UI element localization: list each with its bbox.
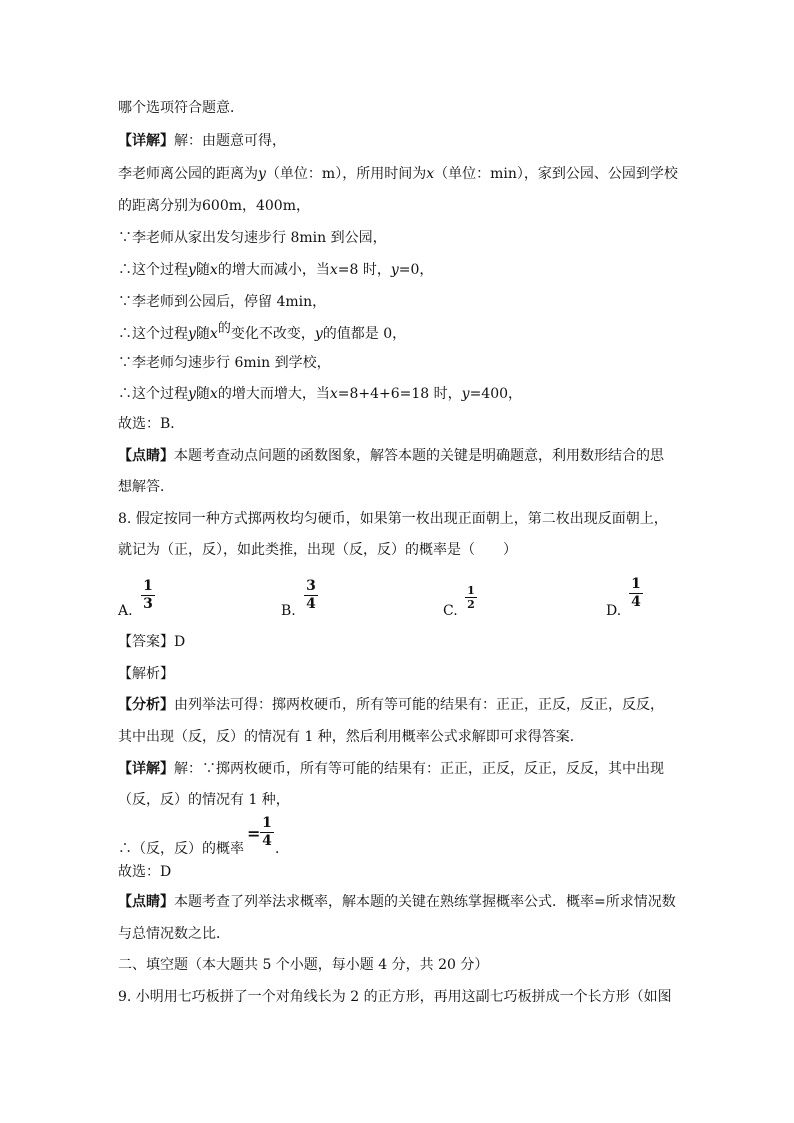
var-x: x (209, 262, 218, 278)
text-span: =8+4+6=18 时， (337, 386, 462, 402)
var-x: x (329, 262, 338, 278)
text-span: =8 时， (337, 262, 391, 278)
probability-line: ∴（反，反）的概率 (118, 841, 244, 857)
text-span: （单位：min），家到公园、公园到学校 (434, 166, 678, 182)
text-line: （反，反）的情况有 1 种， (118, 792, 290, 808)
text-span: =0， (398, 262, 434, 278)
option-d-label: D. (606, 603, 622, 619)
question-8-line: 8. 假定按同一种方式掷两枚均匀硬币，如果第一枚出现正面朝上，第二枚出现反面朝上， (118, 511, 668, 527)
text-span: 的值都是 0， (322, 326, 407, 342)
text-span: 由列举法可得：掷两枚硬币，所有等可能的结果有：正正，正反，反正，反反， (174, 697, 664, 713)
text-span: ∴这个过程 (118, 262, 188, 278)
question-9-line: 9. 小明用七巧板拼了一个对角线长为 2 的正方形，再用这副七巧板拼成一个长方形（如图 (118, 989, 672, 1005)
text-line: 其中出现（反，反）的情况有 1 种，然后利用概率公式求解即可求得答案． (118, 729, 584, 745)
text-span: 解：由题意可得， (174, 133, 286, 149)
comment-line (118, 892, 676, 912)
period: ． (275, 841, 289, 857)
analysis-line (118, 695, 664, 715)
comment-line (118, 446, 664, 466)
section-heading: 二、填空题（本大题共 5 个小题，每小题 4 分，共 20 分） (118, 957, 489, 973)
text-line: ∵李老师从家出发匀速步行 8min 到公园， (118, 230, 387, 246)
answer-line: 【答案】D (118, 634, 186, 650)
text-span: 变化不改变， (230, 326, 315, 342)
text-span: 本题考查动点问题的函数图象，解答本题的关键是明确题意，利用数形结合的思 (174, 448, 664, 464)
option-c-fraction (465, 585, 477, 610)
text-line: 故选：D (118, 864, 172, 880)
text-line: 的距离分别为600m，400m， (118, 198, 310, 214)
text-line (118, 384, 522, 404)
denominator: 3 (143, 596, 153, 612)
comment-tag: 【点睛】 (118, 894, 174, 910)
analysis-heading: 【解析】 (118, 666, 174, 682)
detail-tag: 【详解】 (118, 761, 174, 777)
detail-line (118, 759, 664, 779)
probability-fraction (260, 816, 274, 849)
analysis-tag: 【分析】 (118, 697, 174, 713)
numerator: 1 (143, 578, 153, 594)
text-line (118, 321, 407, 345)
detail-line (118, 131, 286, 151)
denominator: 4 (631, 594, 641, 610)
text-line: ∵李老师到公园后，停留 4min， (118, 294, 327, 310)
var-y: y (390, 262, 399, 278)
text-span: ∴这个过程 (118, 386, 188, 402)
var-x: x (426, 166, 435, 182)
equals-sign: = (247, 824, 261, 843)
var-y: y (188, 386, 196, 402)
text-line: 哪个选项符合题意． (118, 100, 244, 116)
text-span: 随 (195, 386, 210, 402)
var-y: y (461, 386, 470, 402)
text-span: =400， (469, 386, 523, 402)
text-line (118, 260, 433, 280)
text-line (118, 164, 678, 184)
numerator: 3 (306, 578, 316, 594)
text-span: 解：∵掷两枚硬币，所有等可能的结果有：正正，正反，反正，反反，其中出现 (174, 761, 664, 777)
denominator: 2 (467, 598, 475, 611)
numerator: 1 (262, 815, 272, 831)
numerator: 1 (631, 576, 641, 592)
text-span: （单位：m），所用时间为 (265, 166, 427, 182)
comment-tag: 【点睛】 (118, 448, 174, 464)
numerator: 1 (467, 584, 475, 597)
text-span: 随 (195, 326, 210, 342)
option-a-fraction (141, 579, 155, 612)
text-span: 李老师离公园的距离为 (118, 166, 258, 182)
overprint-char: 的 (217, 321, 231, 336)
var-x: x (209, 326, 218, 342)
text-span: 本题考查了列举法求概率，解本题的关键在熟练掌握概率公式．概率=所求情况数 (174, 894, 676, 910)
text-line: 故选：B． (118, 416, 185, 432)
detail-tag: 【详解】 (118, 133, 174, 149)
option-a-label: A. (118, 603, 133, 619)
var-y: y (314, 326, 323, 342)
denominator: 4 (306, 596, 316, 612)
text-span: ∴这个过程 (118, 326, 188, 342)
var-x: x (209, 386, 218, 402)
var-y: y (188, 326, 196, 342)
question-8-line: 就记为（正，反），如此类推，出现（反，反）的概率是（ ） (118, 542, 517, 558)
denominator: 4 (262, 833, 272, 849)
text-span: 的增大而减小，当 (217, 262, 330, 278)
text-line: 想解答． (118, 479, 174, 495)
option-b-label: B. (281, 603, 296, 619)
text-line: 与总情况数之比． (118, 926, 230, 942)
var-y: y (188, 262, 196, 278)
text-span: 随 (195, 262, 210, 278)
text-span: 的增大而增大，当 (217, 386, 330, 402)
option-d-fraction (629, 577, 643, 610)
option-b-fraction (304, 579, 318, 612)
var-x: x (329, 386, 338, 402)
text-line: ∵李老师匀速步行 6min 到学校， (118, 355, 331, 371)
option-c-label: C. (443, 603, 458, 619)
var-y: y (258, 166, 266, 182)
